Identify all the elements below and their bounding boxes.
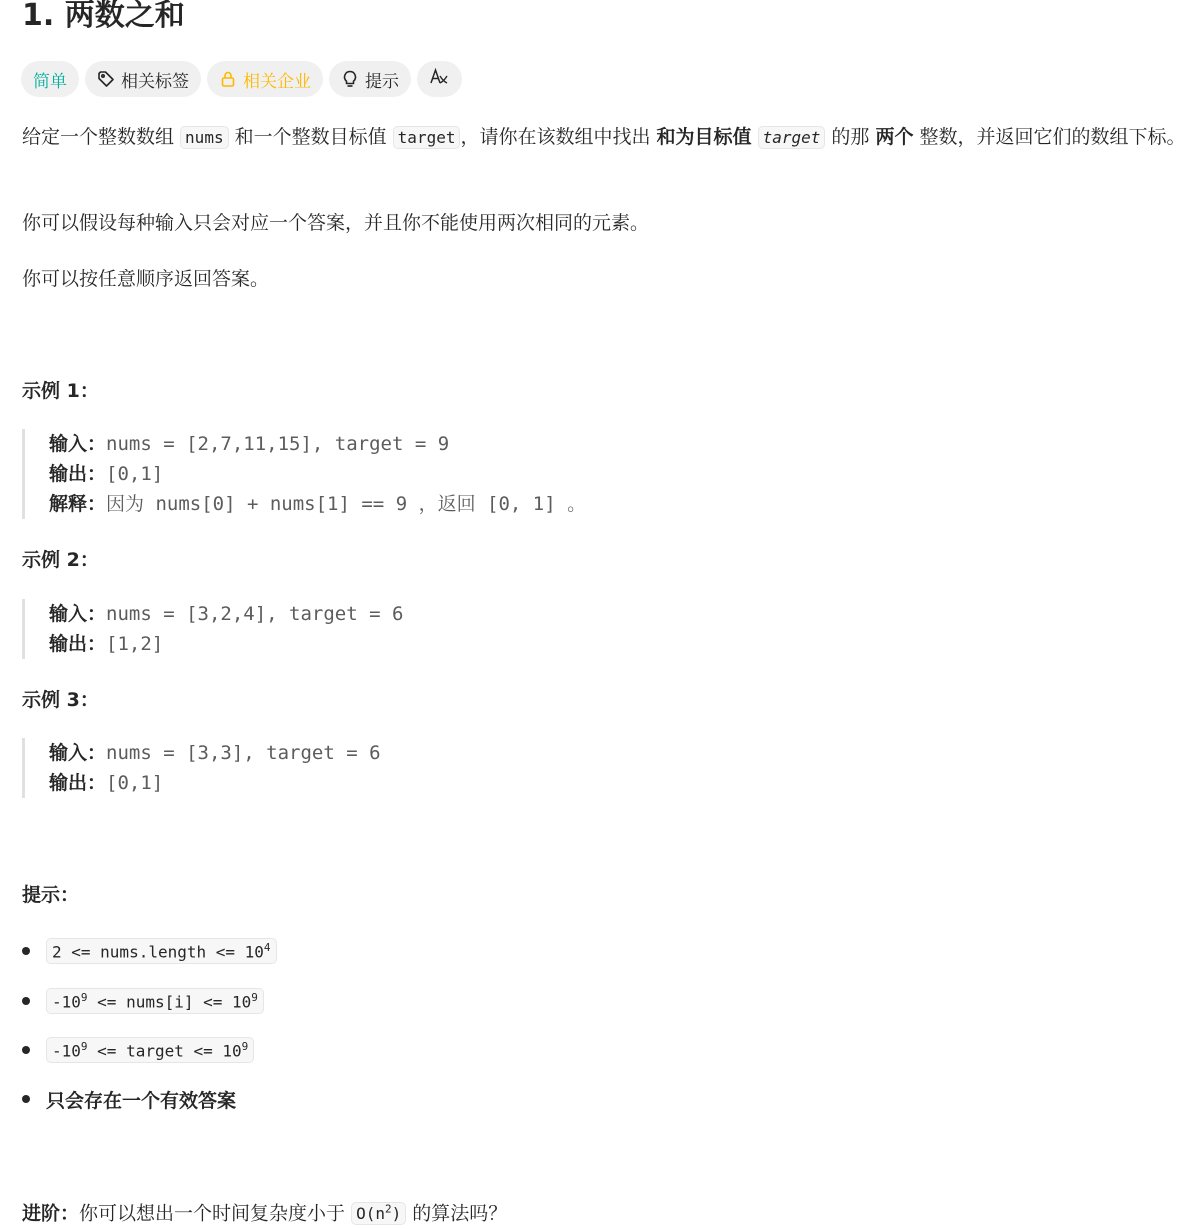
topics-tag[interactable] — [85, 61, 201, 97]
example-output — [49, 768, 381, 798]
input-label: 输入： — [49, 603, 107, 625]
output-value: [0,1] — [106, 772, 164, 794]
desc-bold: 和为目标值 — [656, 126, 752, 148]
example-heading: 示例 3： — [22, 689, 99, 711]
example-heading: 示例 1： — [22, 380, 99, 402]
example-block — [22, 429, 586, 519]
desc-text: 整数，并返回它们的数组下标。 — [913, 126, 1186, 148]
inline-code: nums — [180, 126, 229, 149]
inline-code: target — [393, 126, 461, 149]
hint-tag[interactable] — [329, 61, 411, 97]
hint-tag-label: 提示 — [365, 71, 399, 92]
companies-tag-label: 相关企业 — [243, 71, 311, 92]
example-output — [49, 459, 586, 489]
followup-text: 你可以想出一个时间复杂度小于 — [79, 1202, 352, 1225]
companies-tag[interactable] — [207, 61, 323, 97]
translate-button[interactable] — [417, 61, 462, 97]
constraints-heading: 提示： — [22, 884, 80, 906]
output-value: [0,1] — [106, 463, 164, 485]
constraint-code: $-10^9$ <= target <= $10^9$ — [46, 1037, 254, 1063]
explain-text: ，返回 — [418, 493, 476, 515]
desc-bold: 两个 — [875, 126, 914, 148]
desc-text: ，请你在该数组中找出 — [460, 126, 657, 148]
bullet — [22, 997, 30, 1005]
description-paragraph-3: 你可以按任意顺序返回答案。 — [22, 268, 270, 290]
bullet — [22, 947, 30, 955]
description-paragraph-1 — [22, 122, 1197, 153]
input-value: nums = [3,3], target = 6 — [106, 742, 381, 764]
lock-icon — [219, 70, 237, 88]
description-paragraph-2: 你可以假设每种输入只会对应一个答案，并且你不能使用两次相同的元素。 — [22, 212, 650, 234]
followup-text-end: 的算法吗？ — [406, 1202, 508, 1225]
input-label: 输入： — [49, 433, 107, 455]
constraint-item — [22, 1084, 236, 1114]
topics-tag-label: 相关标签 — [121, 71, 189, 92]
example-output — [49, 629, 403, 659]
input-value: nums = [3,2,4], target = 6 — [106, 603, 404, 625]
constraint-code: 2 <= nums.length <= $10^4$ — [46, 938, 277, 964]
inline-code: target — [758, 126, 826, 149]
explain-code: [0, 1] — [475, 493, 568, 515]
input-label: 输入： — [49, 742, 107, 764]
output-label: 输出： — [49, 772, 107, 794]
example-block — [22, 738, 381, 798]
example-heading: 示例 2： — [22, 549, 99, 571]
translate-icon — [429, 67, 451, 92]
bullet — [22, 1046, 30, 1054]
constraint-code: $-10^9$ <= nums[i] <= $10^9$ — [46, 988, 264, 1014]
followup — [22, 1195, 507, 1229]
explain-text: 。 — [567, 493, 587, 515]
output-value: [1,2] — [106, 633, 164, 655]
followup-label: 进阶： — [22, 1202, 80, 1225]
lightbulb-icon — [341, 70, 359, 88]
difficulty-tag[interactable]: 简单 — [21, 61, 79, 97]
constraint-item — [22, 936, 277, 966]
example-block — [22, 599, 403, 659]
explain-text: 因为 — [106, 493, 145, 515]
desc-text: 和一个整数目标值 — [228, 126, 393, 148]
output-label: 输出： — [49, 633, 107, 655]
constraint-text: 只会存在一个有效答案 — [46, 1089, 237, 1112]
desc-text: 给定一个整数数组 — [22, 126, 181, 148]
input-value: nums = [2,7,11,15], target = 9 — [106, 433, 450, 455]
constraint-item — [22, 1035, 254, 1065]
tag-bar — [21, 61, 462, 97]
example-input — [49, 429, 586, 459]
example-explanation — [49, 489, 586, 519]
explain-label: 解释： — [49, 493, 107, 515]
bullet — [22, 1095, 30, 1103]
problem-title: 1. 两数之和 — [22, 0, 185, 33]
followup-code: $O(n^2)$ — [351, 1202, 406, 1225]
tag-icon — [97, 70, 115, 88]
example-input — [49, 738, 381, 768]
desc-text: 的那 — [825, 126, 876, 148]
explain-code: nums[0] + nums[1] == 9 — [144, 493, 419, 515]
constraint-item — [22, 986, 264, 1016]
output-label: 输出： — [49, 463, 107, 485]
example-input — [49, 599, 403, 629]
